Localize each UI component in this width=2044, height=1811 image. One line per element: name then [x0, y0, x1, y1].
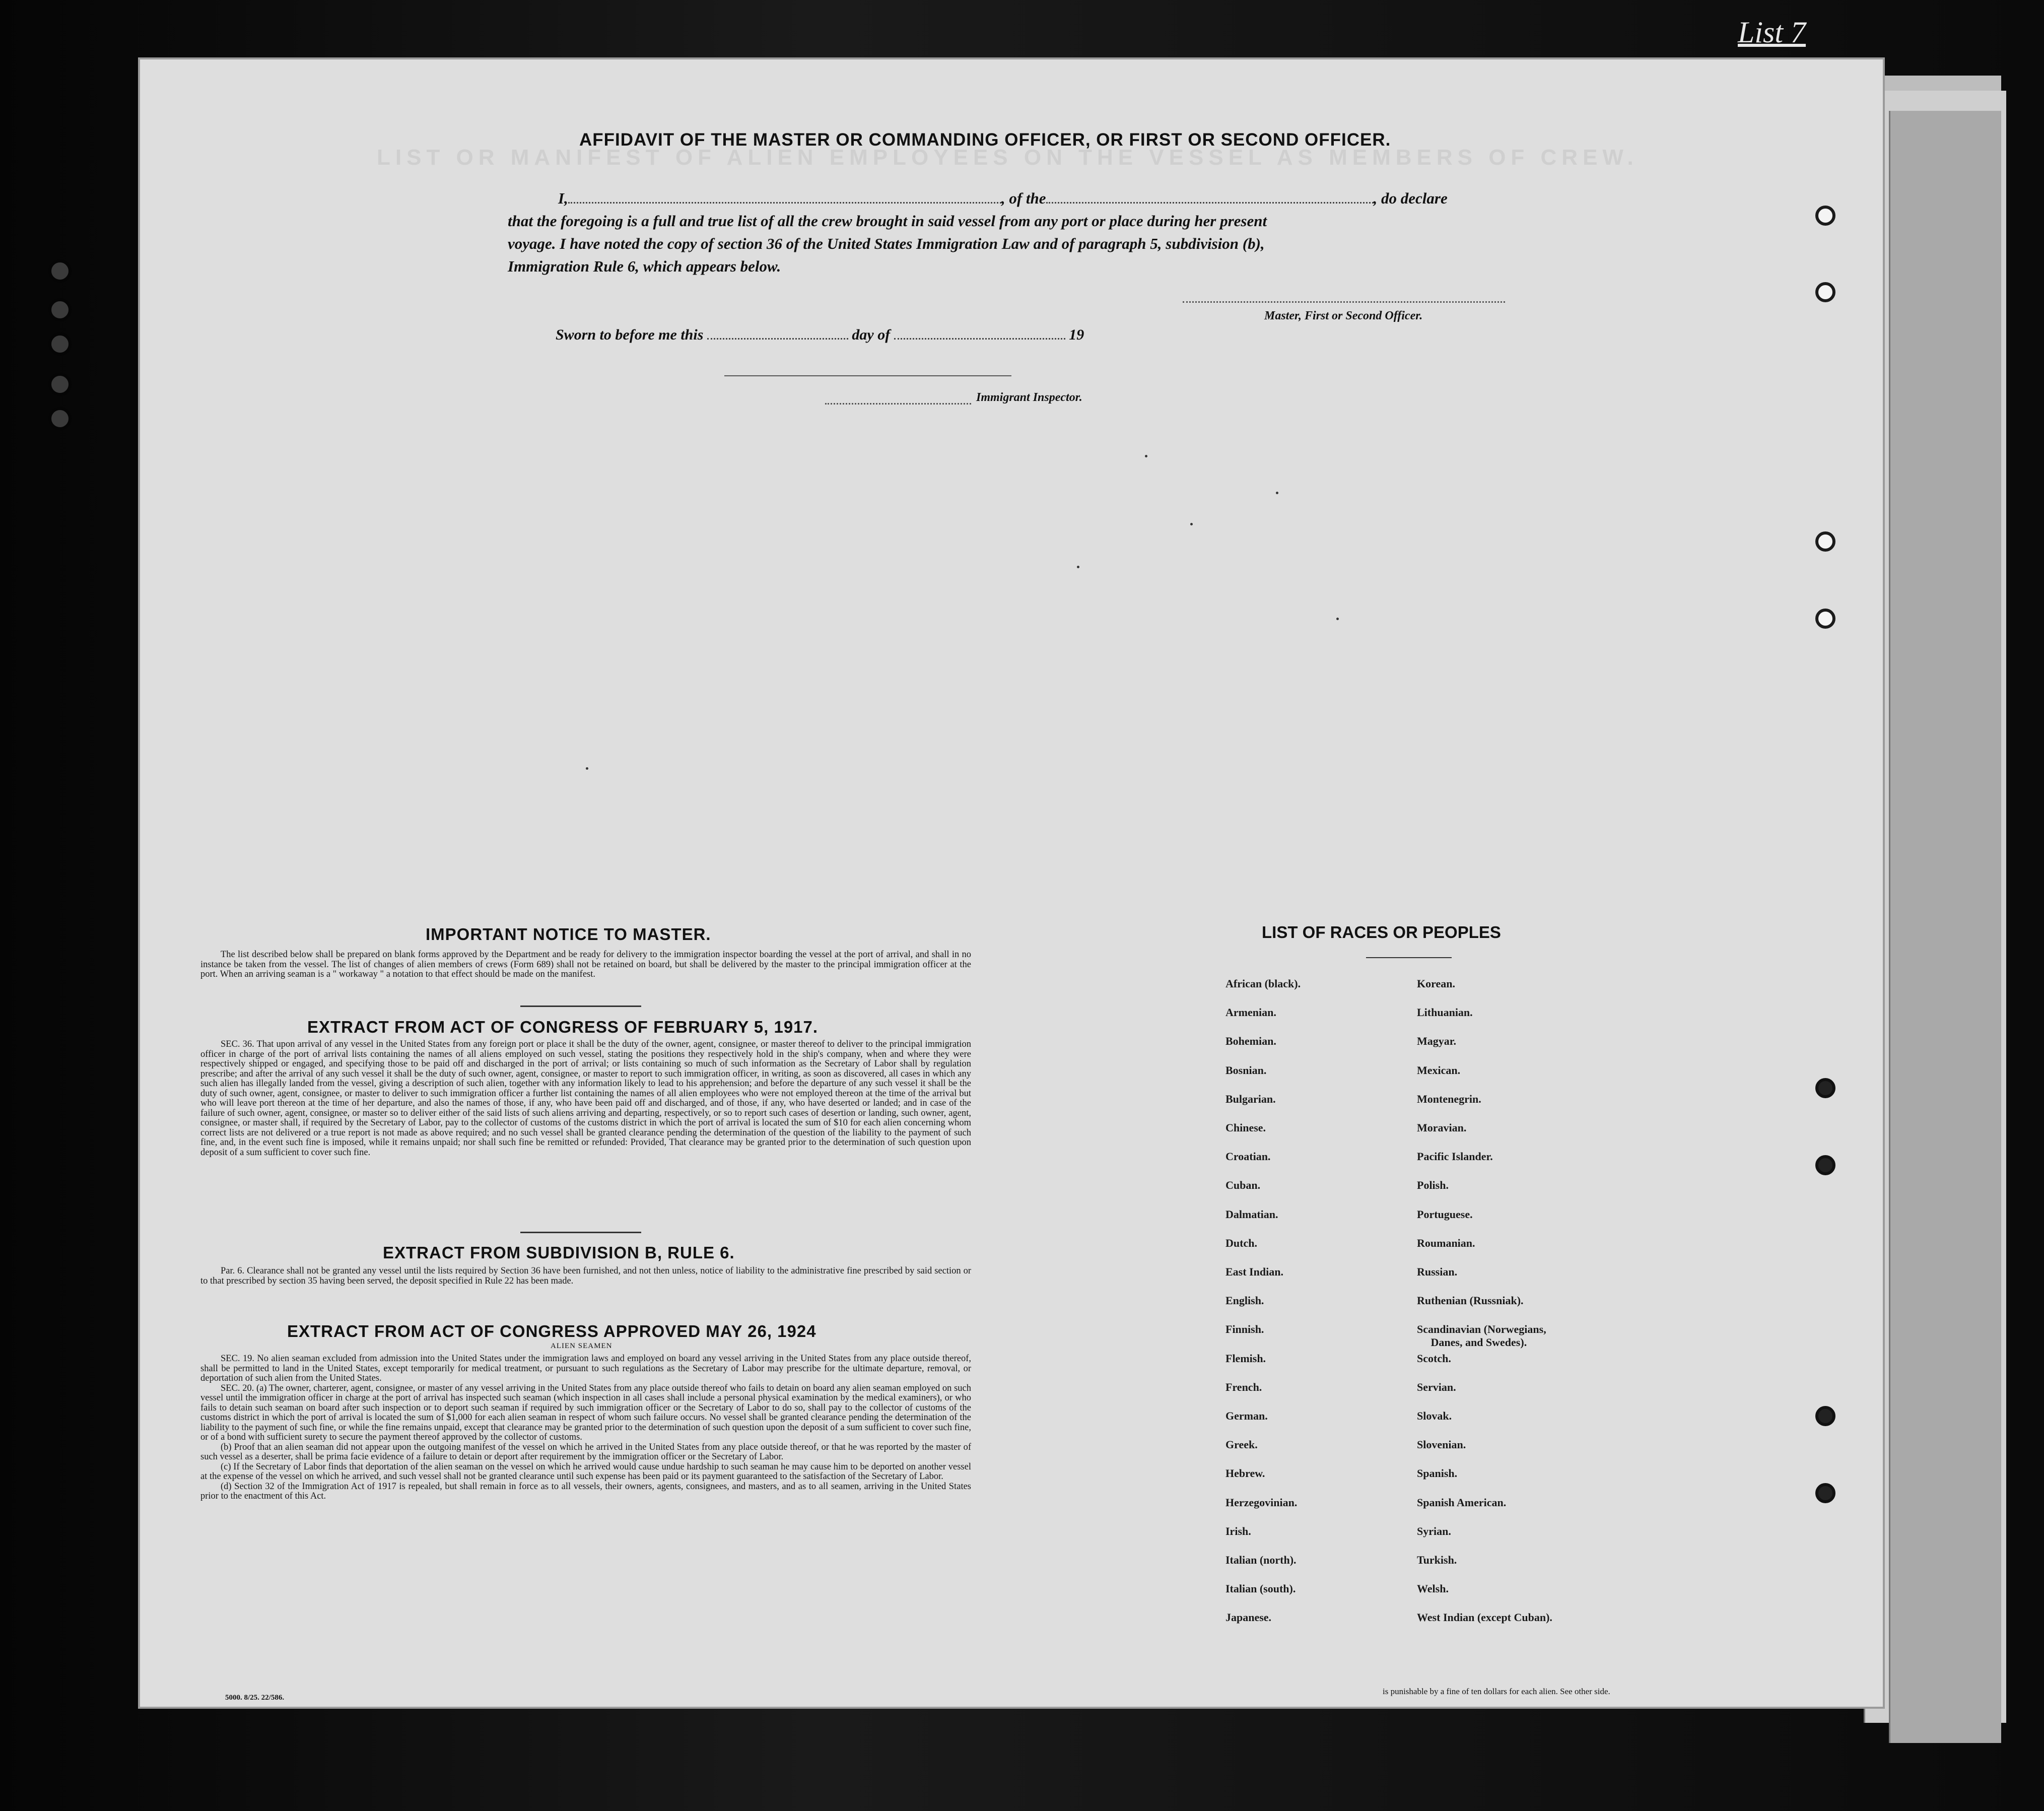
race-item: Magyar. [1417, 1035, 1457, 1048]
affidavit-line-3: voyage. I have noted the copy of section 36 of the United States Immigration Law and of paragraph 5, subdivision (b), [508, 235, 1265, 252]
extract-1924-title: EXTRACT FROM ACT OF CONGRESS APPROVED MAY 26, 1924 [287, 1322, 816, 1340]
sworn-text: Sworn to before me this [556, 326, 704, 343]
race-item: French. [1225, 1380, 1262, 1393]
race-item: Russian. [1417, 1265, 1458, 1278]
race-item: Spanish American. [1417, 1496, 1507, 1509]
binder-hole [48, 298, 72, 321]
bleed-through-heading: LIST OR MANIFEST OF ALIEN EMPLOYEES ON THE VESSEL AS MEMBERS OF CREW. [377, 145, 1639, 170]
affidavit-text: , of the [1001, 189, 1046, 207]
punch-hole [1815, 1406, 1835, 1426]
race-item: Dutch. [1225, 1236, 1257, 1249]
race-item: Chinese. [1225, 1121, 1266, 1134]
extract-1924-subtitle: ALIEN SEAMEN [551, 1342, 612, 1350]
binder-hole [48, 259, 72, 283]
race-item: Flemish. [1225, 1352, 1266, 1365]
race-item: English. [1225, 1294, 1264, 1307]
section-divider [520, 1232, 641, 1233]
affidavit-line-4: Immigration Rule 6, which appears below. [508, 257, 781, 275]
race-item: Bohemian. [1225, 1035, 1276, 1048]
extract-1917-title: EXTRACT FROM ACT OF CONGRESS OF FEBRUARY 5, 1917. [307, 1018, 819, 1036]
extract-1924-paragraph: (d) Section 32 of the Immigration Act of 1917 is repealed, but shall remain in force as to all vessels, their owners, agents, consignees, and masters, and as to all seamen, arriving in the United States prior to the enactment of this Act. [200, 1481, 971, 1501]
race-item: Pacific Islander. [1417, 1150, 1493, 1163]
race-item: Finnish. [1225, 1323, 1264, 1336]
sworn-line [556, 326, 1084, 344]
extract-1917-body [200, 1040, 971, 1158]
extract-rule6-paragraph: Par. 6. Clearance shall not be granted any vessel until the lists required by Section 36 have been furnished, and not then unless, notice of liability to the administrative fine prescribed by said section or to that prescribed by section 35 having been served, the deposit specified in Rule 22 has been made. [200, 1266, 971, 1286]
race-item: Syrian. [1417, 1524, 1451, 1537]
manifest-page [140, 59, 1883, 1707]
race-item: Slovak. [1417, 1410, 1452, 1422]
race-item: Montenegrin. [1417, 1092, 1481, 1105]
race-item: Welsh. [1417, 1582, 1449, 1595]
master-name-field[interactable] [568, 202, 1001, 204]
extract-1924-paragraph: SEC. 19. No alien seaman excluded from admission into the United States under the immigration laws and employed on board any vessel arriving in the United States from any place outside thereof, shall be permitted to land in the United States, except temporarily for medical treatment, or pursuant to such regulations as the Secretary of Labor may prescribe for the ultimate departure, removal, or deportation of such alien from the United States. [200, 1354, 971, 1383]
punch-hole [1815, 1078, 1835, 1098]
race-item: Roumanian. [1417, 1236, 1475, 1249]
section-divider [520, 1005, 641, 1007]
stray-mark [1276, 492, 1278, 494]
notice-body [200, 950, 971, 980]
sworn-month-field[interactable] [894, 338, 1065, 340]
inspector-name-field[interactable] [825, 403, 971, 405]
race-item: Cuban. [1225, 1179, 1261, 1192]
race-item: Servian. [1417, 1380, 1456, 1393]
punch-hole [1815, 282, 1835, 302]
footer-note: is punishable by a fine of ten dollars for each alien. See other side. [1383, 1687, 1610, 1696]
extract-1924-paragraph: (b) Proof that an alien seaman did not appear upon the outgoing manifest of the vessel on which he arrived in the United States from any place outside thereof, or that he was reported by the master of such vessel as a deserter, shall be prima facie evidence of a failure to detain or deport after requirement by the immigration officer or the Secretary of Labor. [200, 1442, 971, 1462]
extract-1924-body [200, 1354, 971, 1502]
punch-hole [1815, 1155, 1835, 1175]
notice-title: IMPORTANT NOTICE TO MASTER. [426, 925, 711, 944]
punch-hole [1815, 1483, 1835, 1503]
race-item: Ruthenian (Russniak). [1417, 1294, 1524, 1307]
race-item: Bosnian. [1225, 1063, 1267, 1077]
stray-mark [1336, 618, 1339, 620]
binder-hole [48, 373, 72, 396]
sworn-date-field[interactable] [707, 338, 848, 340]
race-item: Scandinavian (Norwegians, Danes, and Swedes). [1417, 1323, 1546, 1349]
stray-mark [1077, 566, 1079, 568]
stray-mark [586, 767, 588, 770]
race-item: Moravian. [1417, 1121, 1467, 1134]
affidavit-line-2: that the foregoing is a full and true list of all the crew brought in said vessel from any port or place during her present [508, 212, 1267, 230]
notice-paragraph: The list described below shall be prepared on blank forms approved by the Department and be ready for delivery to the immigration inspector boarding the vessel at the port of arrival, and shall in no instance be taken from the vessel. The list of changes of alien members of crews (Form 689) shall not be retained on board, but shall be delivered by the master to the principal immigration officer at the port. When an arriving seaman is a " workaway " a notation to that effect should be made on the manifest. [200, 950, 971, 979]
form-number: 5000. 8/25. 22/586. [225, 1694, 285, 1702]
affidavit-title: AFFIDAVIT OF THE MASTER OR COMMANDING OFFICER, OR FIRST OR SECOND OFFICER. [579, 130, 1391, 150]
signature-caption: Master, First or Second Officer. [1264, 309, 1423, 322]
race-item: African (black). [1225, 977, 1301, 990]
race-item: Dalmatian. [1225, 1208, 1278, 1221]
binder-hole [48, 332, 72, 356]
race-item: Bulgarian. [1225, 1092, 1276, 1105]
extract-1924-paragraph: SEC. 20. (a) The owner, charterer, agent, consignee, or master of any vessel arriving in the United States from any place outside thereof who fails to detain on board any alien seaman employed on such vessel until the immigration officer in charge at the port of arrival has inspected such seaman (which inspection in all cases shall include a personal physical examination by the medical examiners), or who fails to detain such seaman on board after such inspection or to deport such seaman if required by such immigration officer or the Secretary of Labor to do so, shall pay to the collector of customs of the customs district in which the port of arrival is located the sum of $1,000 for each alien seaman in respect of whom such failure occurs. No vessel shall be granted clearance pending the determination of the liability to the payment of such fine, or while the fine remains unpaid, except that clearance may be granted prior to the determination of such question upon the deposit of a sum sufficient to cover such fine, or of a bond with sufficient surety to secure the payment thereof approved by the collector of customs. [200, 1383, 971, 1442]
list-number-mark: List 7 [1738, 16, 1806, 49]
race-item: Turkish. [1417, 1554, 1457, 1566]
punch-hole [1815, 609, 1835, 629]
affidavit-line-1 [558, 189, 1448, 208]
extract-rule6-body [200, 1266, 971, 1286]
race-item: Italian (south). [1225, 1582, 1296, 1595]
race-item: Greek. [1225, 1438, 1258, 1451]
vessel-name-field[interactable] [1046, 202, 1374, 204]
race-item: West Indian (except Cuban). [1417, 1611, 1552, 1624]
inspector-caption: Immigrant Inspector. [976, 391, 1082, 404]
race-item: Herzegovinian. [1225, 1496, 1298, 1509]
binder-hole [48, 407, 72, 430]
race-item: Spanish. [1417, 1467, 1458, 1480]
race-item: Scotch. [1417, 1352, 1451, 1365]
stray-mark [1190, 523, 1193, 525]
race-item: Portuguese. [1417, 1208, 1473, 1221]
races-title: LIST OF RACES OR PEOPLES [1262, 923, 1501, 942]
race-item: German. [1225, 1410, 1268, 1422]
race-item: Irish. [1225, 1524, 1251, 1537]
officer-signature-line[interactable] [1183, 301, 1505, 303]
punch-hole [1815, 531, 1835, 552]
underlying-page [1889, 111, 2001, 1743]
race-item: Japanese. [1225, 1611, 1272, 1624]
race-item: East Indian. [1225, 1265, 1283, 1278]
sworn-text: day of [852, 326, 891, 343]
race-item: Italian (north). [1225, 1554, 1297, 1566]
stray-mark [1145, 455, 1147, 457]
extract-rule6-title: EXTRACT FROM SUBDIVISION B, RULE 6. [383, 1243, 735, 1262]
affidavit-text: , do declare [1373, 189, 1448, 207]
race-item: Armenian. [1225, 1006, 1276, 1019]
race-item: Hebrew. [1225, 1467, 1265, 1480]
race-item: Polish. [1417, 1179, 1449, 1192]
section-divider [1366, 957, 1452, 958]
extract-1917-paragraph: SEC. 36. That upon arrival of any vessel in the United States from any foreign port or place it shall be the duty of the owner, agent, consignee, or master thereof to deliver to the principal immigration officer in charge of the port of arrival lists containing the names of all aliens employed on such vessel, stating the positions they respectively hold in the ship's company, when and where they were respectively shipped or engaged, and specifying those to be paid off and discharged in the port of arrival; or lists containing so much of such information as the Secretary of Labor shall by regulation prescribe; and after the arrival of any such vessel it shall be the duty of such owner, agent, consignee, or master to report to such immigration officer, in writing, as soon as discovered, all cases in which any such alien has illegally landed from the vessel, giving a description of such alien, together with any information likely to lead to his apprehension; and before the departure of any such vessel it shall be the duty of such owner, agent, consignee, or master to deliver to such immigration officer a further list containing the names of all alien employees who were not employed thereon at the time of the arrival but who will leave port thereon at the time of her departure, and also the names of those, if any, who have been paid off and discharged, and of those, if any, who have deserted or landed; and in case of the failure of such owner, agent, consignee, or master so to deliver either of the said lists of such aliens arriving and departing, respectively, or so to report such cases of desertion or landing, such owner, agent, consignee, or master shall, if required by the Secretary of Labor, pay to the collector of customs of the customs district in which the port of arrival is located the sum of $10 for each alien concerning whom correct lists are not delivered or a true report is not made as above required; and no such vessel shall be granted clearance pending the determination of the question of the liability to the payment of such fine, and, in the event such fine is imposed, while it remains unpaid; nor shall such fine be remitted or refunded: Provided, That clearance may be granted prior to the determination of such question upon deposit of a sum sufficient to cover such fine. [200, 1039, 971, 1158]
extract-1924-paragraph: (c) If the Secretary of Labor finds that deportation of the alien seaman on the vessel on which he arrived would cause undue hardship to such seaman he may cause him to be deported on another vessel at the expense of the vessel on which he arrived, and such vessel shall not be granted clearance until such expense has been paid or its payment guaranteed to the satisfaction of the Secretary of Labor. [200, 1461, 971, 1482]
race-item: Slovenian. [1417, 1438, 1466, 1451]
race-item: Croatian. [1225, 1150, 1271, 1163]
race-item: Lithuanian. [1417, 1006, 1473, 1019]
punch-hole [1815, 206, 1835, 226]
affidavit-text: I, [558, 189, 568, 207]
inspector-signature-line[interactable] [724, 375, 1011, 376]
sworn-year-prefix: 19 [1069, 326, 1084, 343]
race-item: Mexican. [1417, 1063, 1461, 1077]
race-item: Korean. [1417, 977, 1455, 990]
